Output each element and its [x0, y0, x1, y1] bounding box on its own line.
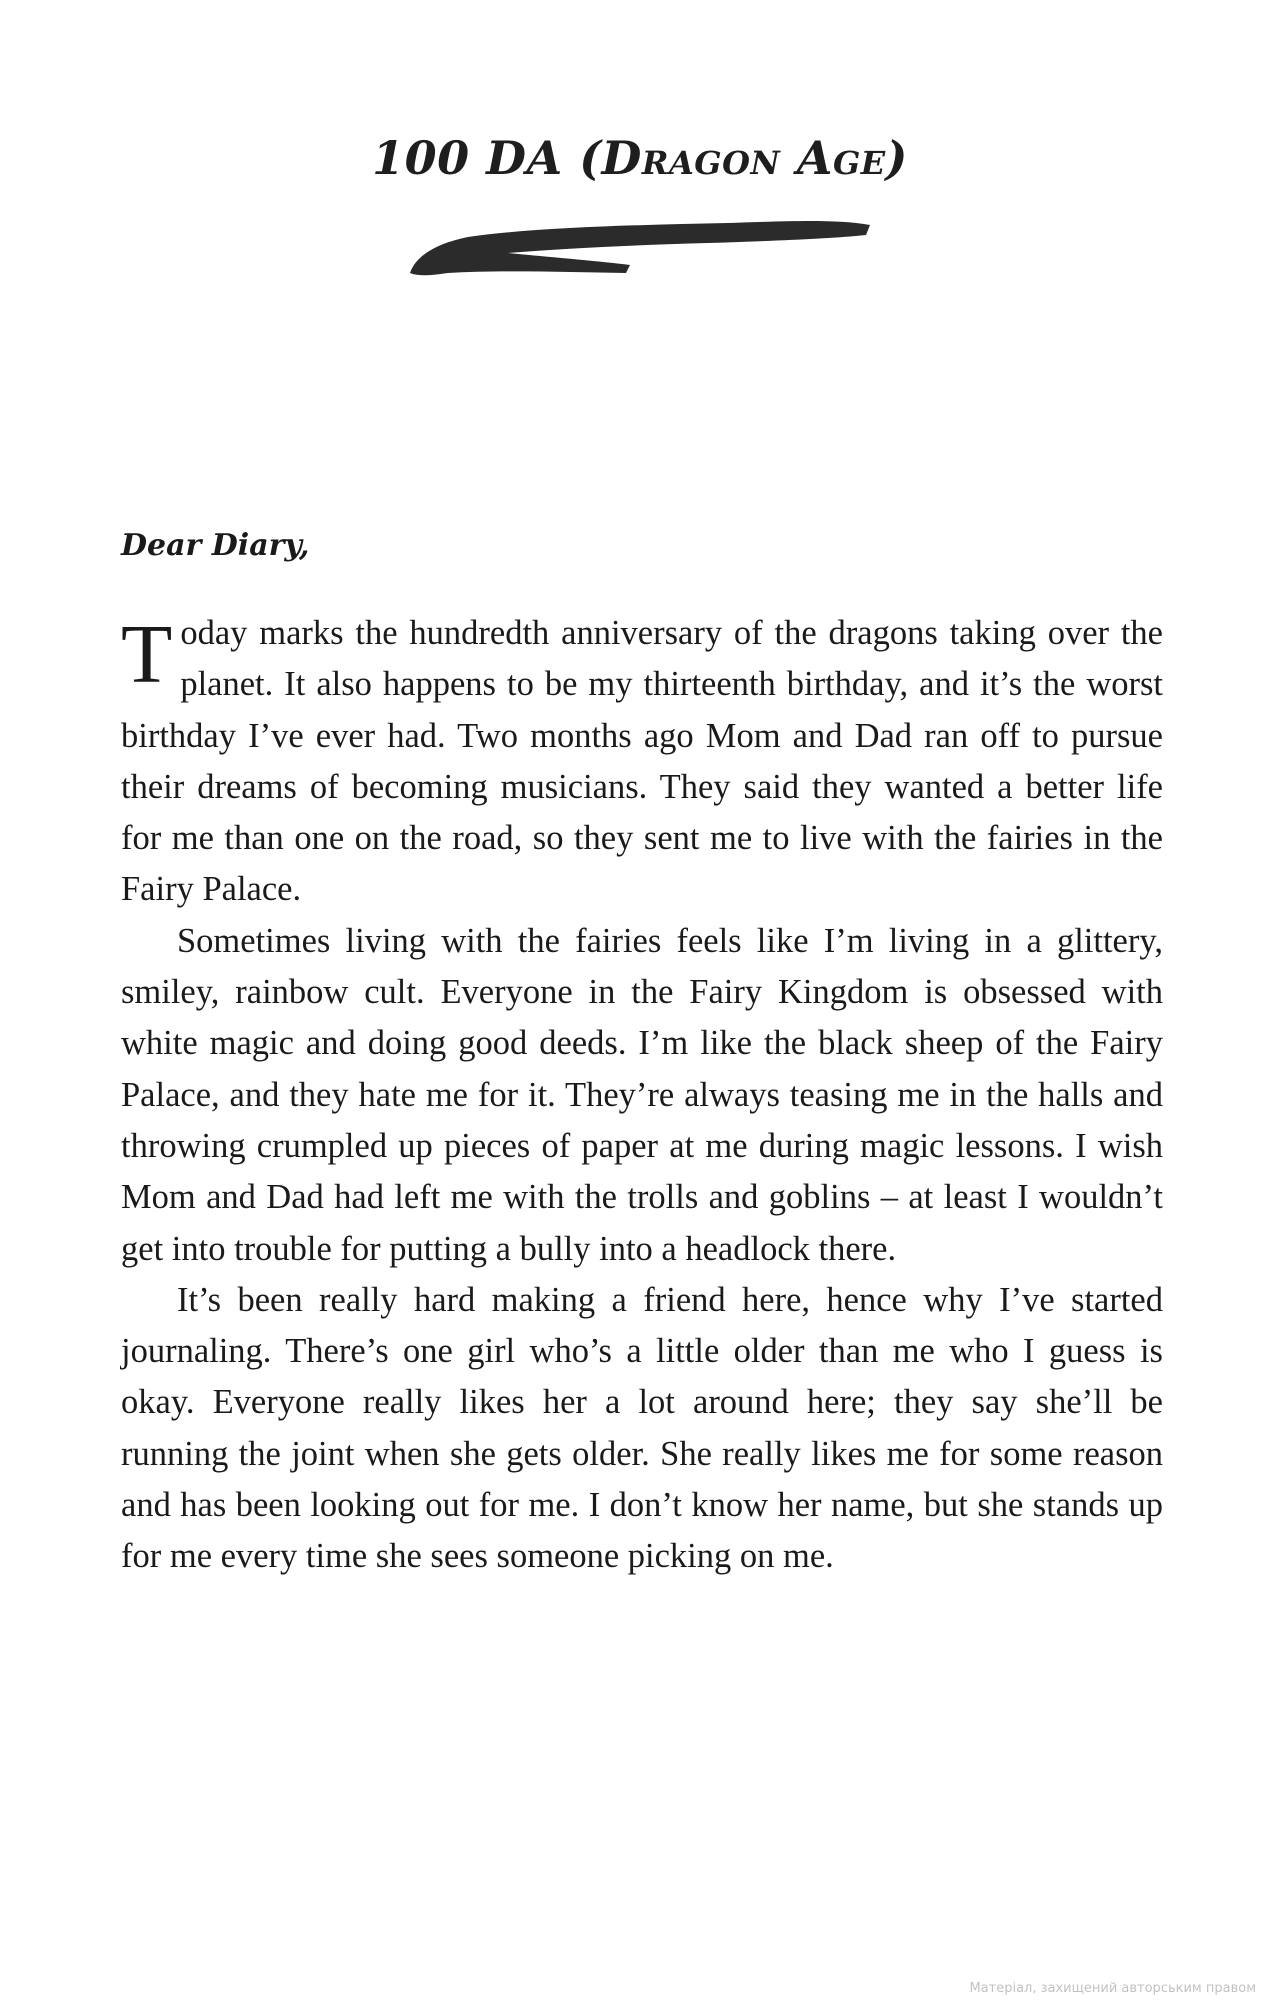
- diary-body: [121, 608, 1163, 1583]
- chapter-title-small-caps: Dragon Age: [601, 131, 886, 185]
- diary-paragraph: [121, 608, 1163, 916]
- diary-paragraph: Sometimes living with the fairies feels like I’m living in a glittery, smiley, rainbow cult. Everyone in the Fairy Kingdom is obsessed with white magic and doing good deeds. I’m like the black sheep of the Fairy Palace, and they hate me for it. They’re always teasing me in the halls and throwing crumpled up pieces of paper at me during magic lessons. I wish Mom and Dad had left me with the trolls and goblins – at least I wouldn’t get into trouble for putting a bully into a headlock there.: [121, 921, 1163, 1268]
- chapter-title: [0, 128, 1280, 188]
- diary-salutation: Dear Diary,: [121, 528, 310, 563]
- chapter-title-close: ): [885, 131, 908, 185]
- brush-stroke-divider: [408, 215, 873, 285]
- drop-cap: T: [121, 608, 173, 701]
- diary-paragraph-text: oday marks the hundredth anniversary of the dragons taking over the planet. It also happens to be my thirteenth birthday, and it’s the worst birthday I’ve ever had. Two months ago Mom and Dad ran off to pursue their dreams of becoming musicians. They said they wanted a better life for me than one on the road, so they sent me to live with the fairies in the Fairy Palace.: [121, 614, 1163, 909]
- copyright-watermark: Матеріал, захищений авторським правом: [969, 1981, 1256, 1996]
- chapter-title-lead: 100 DA (: [372, 131, 602, 185]
- brush-stroke-shape: [410, 221, 870, 275]
- diary-paragraph: It’s been really hard making a friend here, hence why I’ve started journaling. There’s one girl who’s a little older than me who I guess is okay. Everyone really likes her a lot around here; they say she’ll be running the joint when she gets older. She really likes me for some reason and has been looking out for me. I don’t know her name, but she stands up for me every time she sees someone picking on me.: [121, 1280, 1163, 1576]
